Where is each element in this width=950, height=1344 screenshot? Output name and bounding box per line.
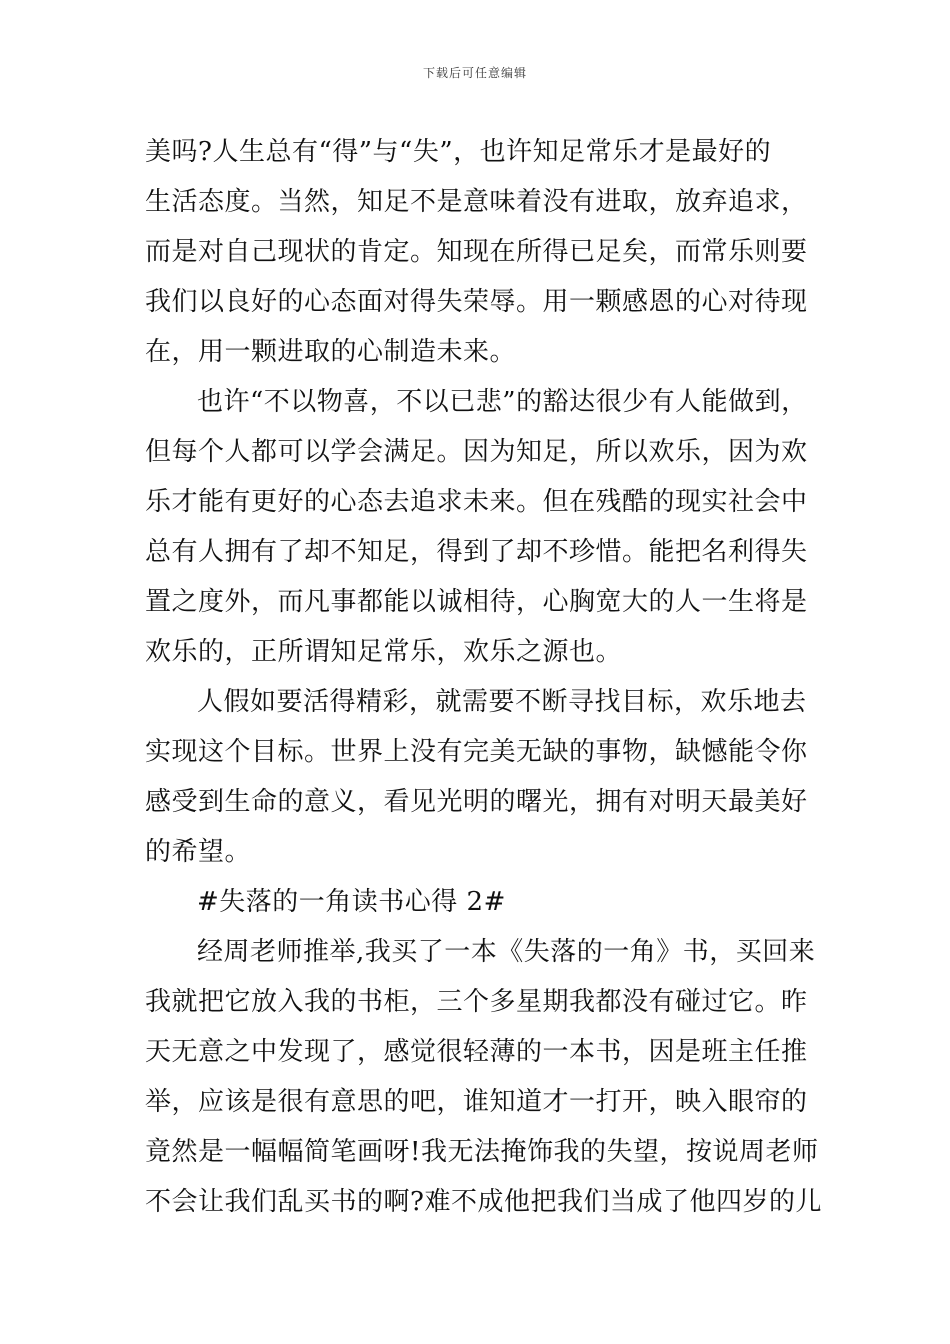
text-line: 乐才能有更好的心态去追求未来。但在残酷的现实社会中 [145,487,808,517]
text-line: 我们以良好的心态面对得失荣辱。用一颗感恩的心对待现 [145,287,808,317]
paragraph-start-line: 也许“不以物喜，不以已悲”的豁达很少有人能做到， [197,387,808,417]
text-line: 总有人拥有了却不知足，得到了却不珍惜。能把名利得失 [145,537,808,567]
text-line: 不会让我们乱买书的啊?难不成他把我们当成了他四岁的儿 [145,1187,822,1217]
paragraph-start-line: 人假如要活得精彩，就需要不断寻找目标，欢乐地去 [197,687,807,717]
paragraph-start-line: 经周老师推举,我买了一本《失落的一角》书，买回来 [197,937,816,967]
text-line: 我就把它放入我的书柜，三个多星期我都没有碰过它。昨 [145,987,808,1017]
text-line: 美吗?人生总有“得”与“失”，也许知足常乐才是最好的 [145,137,772,167]
section-heading: #失落的一角读书心得 2# [197,887,506,917]
text-line: 竟然是一幅幅简笔画呀!我无法掩饰我的失望，按说周老师 [145,1137,819,1167]
text-line: 在，用一颗进取的心制造未来。 [145,337,517,367]
text-line: 举，应该是很有意思的吧，谁知道才一打开，映入眼帘的 [145,1087,808,1117]
text-line: 而是对自己现状的肯定。知现在所得已足矣，而常乐则要 [145,237,808,267]
text-line: 感受到生命的意义，看见光明的曙光，拥有对明天最美好 [145,787,808,817]
text-line: 生活态度。当然，知足不是意味着没有进取，放弃追求， [145,187,808,217]
document-body [145,127,822,1227]
text-line: 实现这个目标。世界上没有完美无缺的事物，缺憾能令你 [145,737,808,767]
text-line: 欢乐的，正所谓知足常乐，欢乐之源也。 [145,637,623,667]
text-line: 但每个人都可以学会满足。因为知足，所以欢乐，因为欢 [145,437,808,467]
page-header: 下载后可任意编辑 [422,66,527,80]
text-line: 置之度外，而凡事都能以诚相待，心胸宽大的人一生将是 [145,587,808,617]
text-line: 的希望。 [145,837,252,867]
text-line: 天无意之中发现了，感觉很轻薄的一本书，因是班主任推 [145,1037,808,1067]
